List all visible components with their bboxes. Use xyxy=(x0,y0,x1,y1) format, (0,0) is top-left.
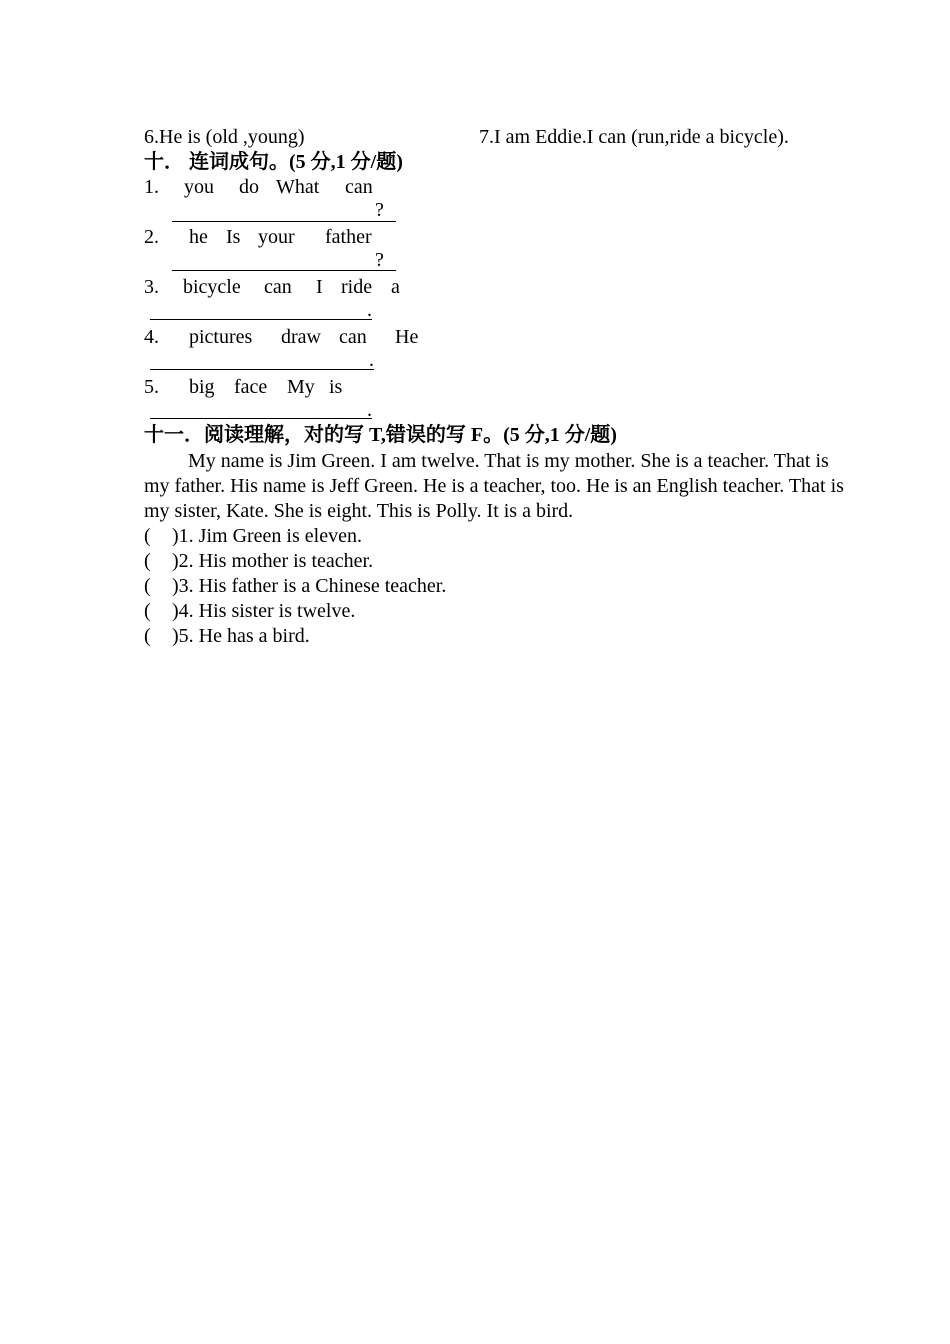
tf-statement: 2. His mother is teacher. xyxy=(178,550,374,572)
tf-item-4 xyxy=(144,599,355,623)
answer-bracket-open[interactable]: ( xyxy=(144,525,151,547)
answer-bracket-close: ) xyxy=(172,575,179,597)
answer-bracket-open[interactable]: ( xyxy=(144,550,151,572)
word: can xyxy=(264,276,292,298)
word: What xyxy=(276,176,320,198)
word: he xyxy=(189,226,208,248)
tf-item-1 xyxy=(144,524,362,548)
reorder-item-4 xyxy=(144,325,418,349)
answer-bracket-open[interactable]: ( xyxy=(144,625,151,647)
word: pictures xyxy=(189,326,253,348)
answer-bracket-open[interactable]: ( xyxy=(144,575,151,597)
question-6: 6.He is (old ,young) xyxy=(144,126,305,148)
word: can xyxy=(345,176,373,198)
word: can xyxy=(339,326,367,348)
answer-line-4 xyxy=(150,369,374,370)
word: is xyxy=(329,376,343,398)
item-number: 2. xyxy=(144,226,159,248)
answer-bracket-close: ) xyxy=(172,550,179,572)
passage-text: My name is Jim Green. I am twelve. That is my mother. She is a teacher. That is my father. His name is Jeff Green. He is a teacher, too. He is an English teacher. That is my sister, Kate. She is eight. This is Polly. It is a bird. xyxy=(144,450,844,522)
answer-line-3 xyxy=(150,319,372,320)
tf-statement: 4. His sister is twelve. xyxy=(178,600,356,622)
word: a xyxy=(391,276,400,298)
reorder-item-1 xyxy=(144,175,373,199)
answer-bracket-close: ) xyxy=(172,600,179,622)
item-number: 4. xyxy=(144,326,159,348)
word: My xyxy=(287,376,315,398)
reorder-item-5 xyxy=(144,375,342,399)
word: ride xyxy=(341,276,373,298)
tf-item-3 xyxy=(144,574,446,598)
section-10-heading: 十． 连词成句。(5 分,1 分/题) xyxy=(144,151,403,173)
answer-end-4: . xyxy=(369,349,374,371)
word: Is xyxy=(226,226,241,248)
answer-line-2 xyxy=(172,270,396,271)
answer-end-5: . xyxy=(367,399,372,421)
answer-line-5 xyxy=(150,418,372,419)
word: do xyxy=(239,176,259,198)
tf-statement: 1. Jim Green is eleven. xyxy=(178,525,362,547)
word: bicycle xyxy=(183,276,241,298)
word: draw xyxy=(281,326,321,348)
answer-line-1 xyxy=(172,221,396,222)
tf-item-2 xyxy=(144,549,373,573)
word: face xyxy=(234,376,268,398)
answer-bracket-close: ) xyxy=(172,625,179,647)
section-11-heading: 十一．阅读理解，对的写 T,错误的写 F。(5 分,1 分/题) xyxy=(144,424,617,446)
answer-end-3: . xyxy=(367,299,372,321)
reading-passage xyxy=(144,449,844,524)
question-7: 7.I am Eddie.I can (run,ride a bicycle). xyxy=(479,126,789,148)
answer-bracket-open[interactable]: ( xyxy=(144,600,151,622)
reorder-item-3 xyxy=(144,275,400,299)
word: you xyxy=(184,176,214,198)
tf-item-5 xyxy=(144,624,310,648)
word: your xyxy=(258,226,295,248)
answer-bracket-close: ) xyxy=(172,525,179,547)
item-number: 3. xyxy=(144,276,159,298)
word: He xyxy=(395,326,419,348)
word: father xyxy=(325,226,372,248)
word: I xyxy=(316,276,323,298)
item-number: 5. xyxy=(144,376,159,398)
item-number: 1. xyxy=(144,176,159,198)
reorder-item-2 xyxy=(144,225,372,249)
word: big xyxy=(189,376,215,398)
answer-end-1: ? xyxy=(375,199,384,221)
tf-statement: 3. His father is a Chinese teacher. xyxy=(178,575,447,597)
answer-end-2: ? xyxy=(375,249,384,271)
tf-statement: 5. He has a bird. xyxy=(178,625,310,647)
